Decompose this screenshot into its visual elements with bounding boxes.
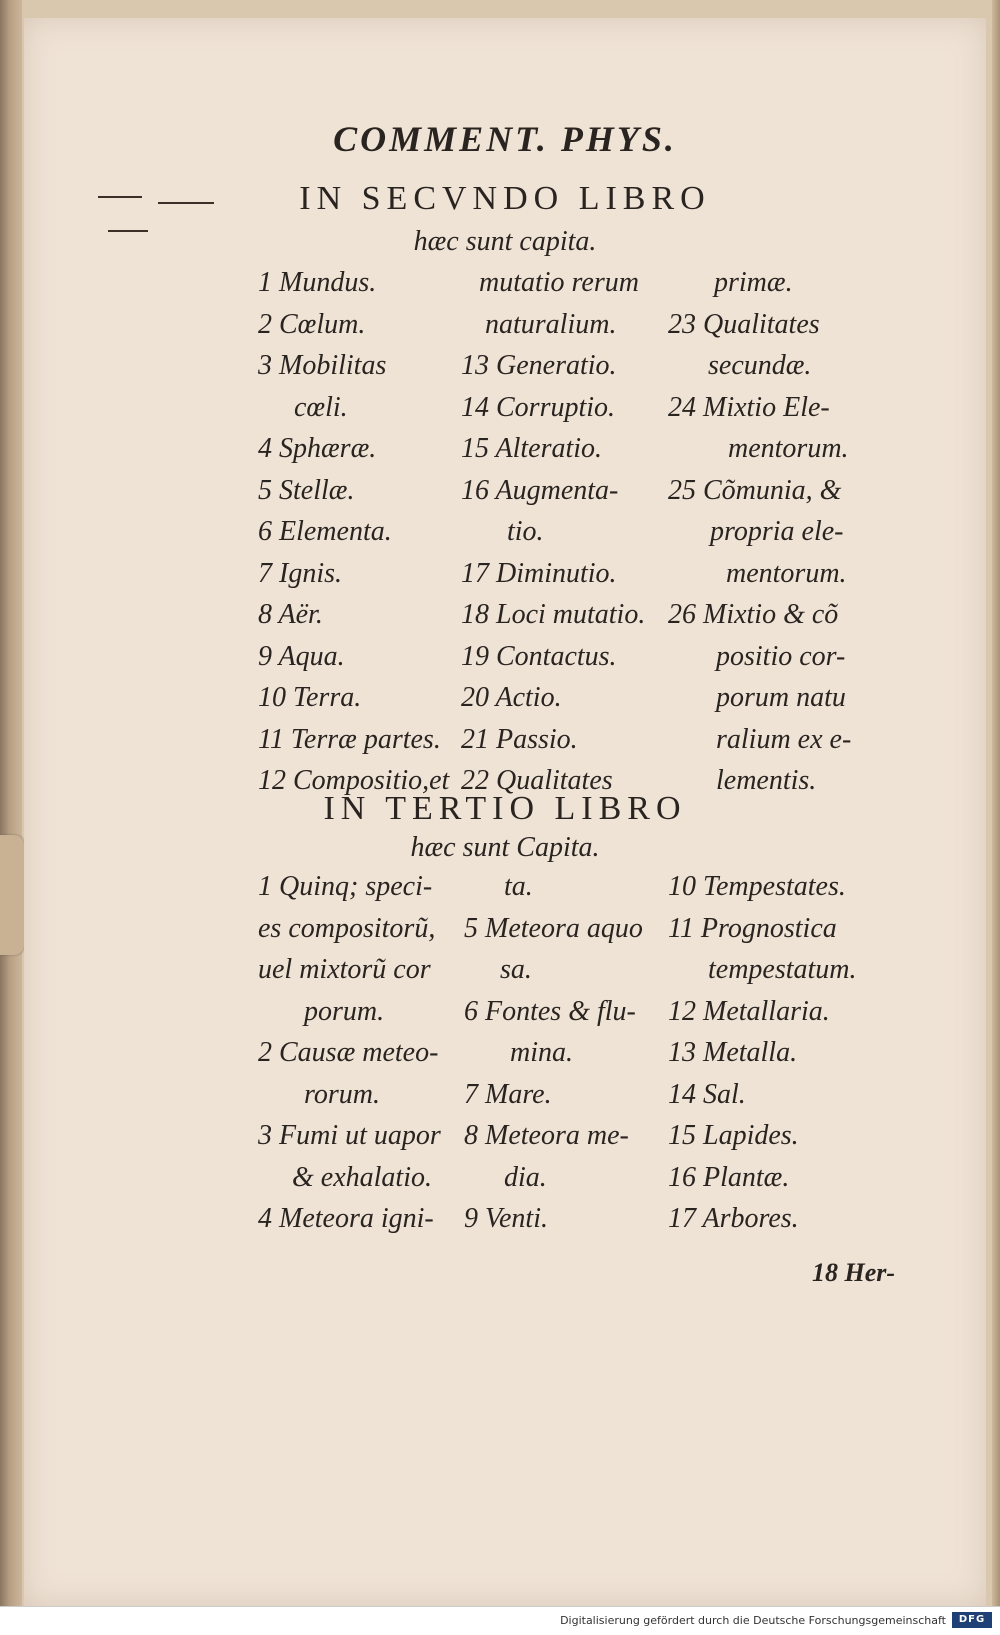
- chapter-entry: 9 Aqua.: [258, 640, 345, 672]
- chapter-entry: 18 Loci mutatio.: [461, 599, 646, 630]
- chapter-entry: sa.: [500, 954, 532, 985]
- section-heading-tertio: IN TERTIO LIBRO: [323, 790, 687, 827]
- chapter-entry: cœli.: [294, 391, 348, 423]
- chapter-entry: tio.: [507, 516, 544, 547]
- chapter-entry: 12 Metallaria.: [668, 995, 830, 1027]
- chapter-entry: lementis.: [716, 765, 817, 796]
- chapter-entry: 16 Plantæ.: [668, 1161, 790, 1193]
- chapter-entry: 15 Alteratio.: [461, 433, 603, 464]
- chapter-entry: 1 Mundus.: [258, 267, 377, 298]
- chapter-entry: 16 Augmenta-: [461, 474, 619, 506]
- chapter-entry: 2 Causæ meteo-: [258, 1037, 439, 1068]
- chapter-entry: 14 Sal.: [668, 1078, 746, 1110]
- chapter-entry: 4 Meteora igni-: [258, 1203, 434, 1234]
- chapter-list-tertio-col1: [258, 866, 441, 1240]
- chapter-entry: mentorum.: [728, 433, 849, 464]
- chapter-entry: 17 Diminutio.: [461, 557, 617, 589]
- chapter-entry: 13 Metalla.: [668, 1037, 798, 1068]
- page-edge: [992, 0, 1000, 1606]
- running-head: COMMENT. PHYS.: [333, 119, 677, 159]
- chapter-entry: ta.: [504, 871, 533, 902]
- chapter-entry: positio cor-: [716, 640, 846, 672]
- digitization-footer: [0, 1606, 1000, 1635]
- chapter-entry: rorum.: [304, 1078, 380, 1110]
- chapter-entry: porum.: [304, 995, 385, 1027]
- chapter-list-tertio-col2: [464, 866, 643, 1240]
- section-subheading-secundo: hæc sunt capita.: [413, 226, 597, 257]
- chapter-entry: 7 Mare.: [464, 1078, 552, 1110]
- chapter-entry: propria ele-: [710, 516, 844, 547]
- chapter-entry: 21 Passio.: [461, 723, 578, 755]
- book-binding: [0, 0, 22, 1606]
- chapter-entry: 8 Meteora me-: [464, 1120, 629, 1151]
- chapter-entry: 20 Actio.: [461, 682, 562, 713]
- chapter-entry: 15 Lapides.: [668, 1120, 799, 1151]
- chapter-entry: secundæ.: [708, 350, 812, 381]
- chapter-entry: 11 Terræ partes.: [258, 723, 441, 755]
- chapter-entry: 9 Venti.: [464, 1203, 548, 1234]
- chapter-entry: 2 Cœlum.: [258, 308, 366, 340]
- chapter-entry: 10 Terra.: [258, 682, 362, 713]
- chapter-entry: & exhalatio.: [292, 1161, 432, 1193]
- chapter-entry: 6 Elementa.: [258, 516, 392, 547]
- chapter-entry: 5 Stellæ.: [258, 474, 355, 506]
- chapter-entry: 12 Compositio,et: [258, 765, 450, 796]
- chapter-entry: uel mixtorũ cor: [258, 954, 431, 985]
- section-subheading-tertio: hæc sunt Capita.: [410, 832, 600, 863]
- chapter-list-secundo-col2: [461, 262, 645, 802]
- chapter-entry: 14 Corruptio.: [461, 391, 616, 423]
- chapter-entry: mina.: [510, 1037, 573, 1068]
- chapter-entry: 25 Cõmunia, &: [668, 474, 842, 506]
- chapter-list-secundo-col3: [668, 262, 851, 802]
- chapter-entry: 5 Meteora aquo: [464, 912, 643, 944]
- dfg-logo-icon: DFG: [952, 1612, 992, 1628]
- chapter-entry: porum natu: [716, 682, 846, 713]
- chapter-entry: 6 Fontes & flu-: [464, 995, 636, 1027]
- chapter-entry: 1 Quinq; speci-: [258, 871, 433, 902]
- chapter-entry: 8 Aër.: [258, 599, 323, 630]
- chapter-entry: 3 Fumi ut uapor: [258, 1120, 441, 1151]
- chapter-entry: primæ.: [714, 267, 793, 298]
- binding-clasp: [0, 835, 24, 955]
- chapter-list-secundo-col1: [258, 262, 449, 802]
- chapter-entry: 19 Contactus.: [461, 640, 617, 672]
- chapter-entry: es compositorũ,: [258, 912, 436, 944]
- book-page: [24, 18, 986, 1606]
- chapter-entry: 26 Mixtio & cõ: [668, 599, 839, 630]
- chapter-list-tertio-col3: [668, 866, 857, 1240]
- chapter-entry: 13 Generatio.: [461, 350, 617, 381]
- chapter-entry: 24 Mixtio Ele-: [668, 391, 830, 423]
- chapter-entry: 17 Arbores.: [668, 1203, 799, 1234]
- chapter-entry: 23 Qualitates: [668, 308, 820, 340]
- chapter-entry: tempestatum.: [708, 954, 857, 985]
- chapter-entry: 3 Mobilitas: [258, 350, 387, 381]
- chapter-entry: 10 Tempestates.: [668, 871, 846, 902]
- chapter-entry: 22 Qualitates: [461, 765, 613, 796]
- chapter-entry: 4 Sphæræ.: [258, 433, 377, 464]
- chapter-entry: dia.: [504, 1161, 547, 1193]
- section-heading-secundo: IN SECVNDO LIBRO: [299, 180, 711, 217]
- chapter-entry: ralium ex e-: [716, 723, 852, 755]
- chapter-entry: 11 Prognostica: [668, 912, 837, 944]
- chapter-entry: 7 Ignis.: [258, 557, 342, 589]
- chapter-entry: mentorum.: [726, 557, 847, 589]
- chapter-entry: naturalium.: [485, 308, 617, 340]
- catchword: 18 Her-: [812, 1258, 896, 1287]
- footer-credit: Digitalisierung gefördert durch die Deutsche Forschungsgemeinschaft: [560, 1614, 946, 1627]
- chapter-entry: mutatio rerum: [479, 267, 639, 298]
